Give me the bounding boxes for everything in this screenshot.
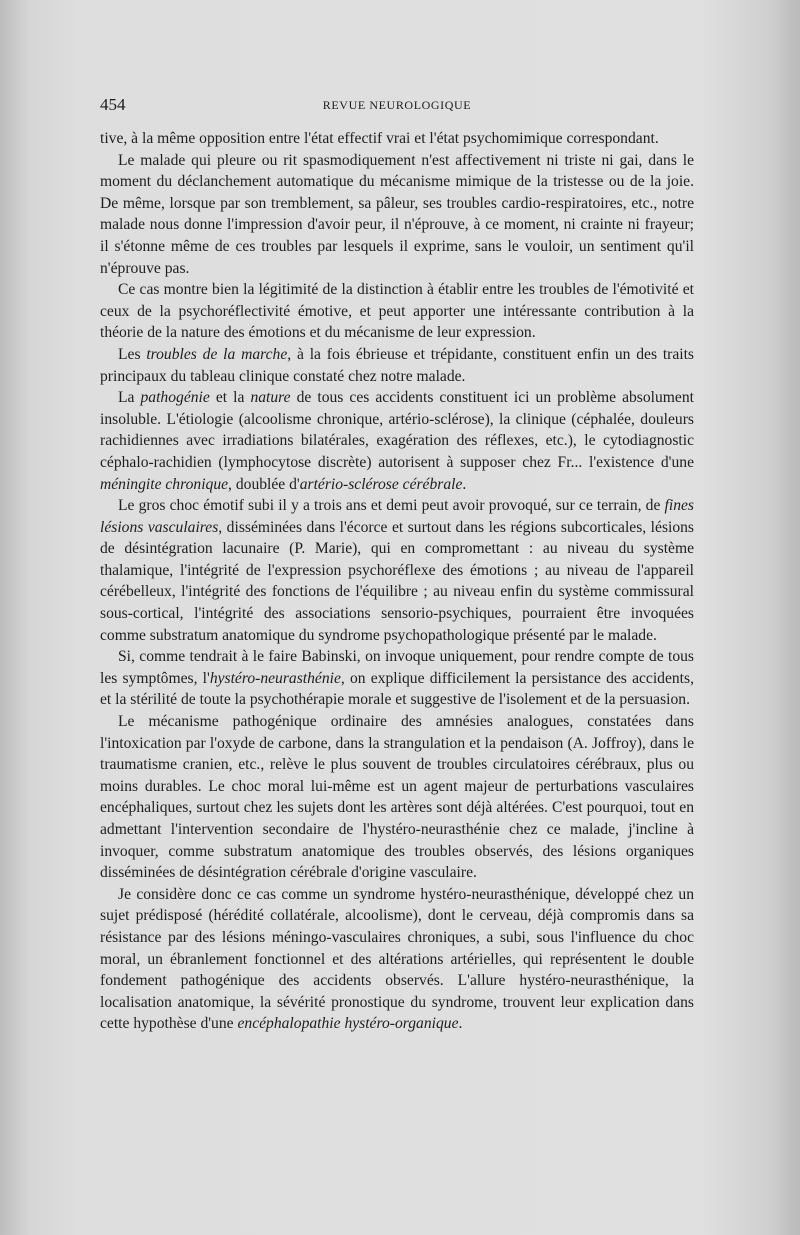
text-run: . [462,475,467,493]
text-run: , on explique difficilement la persistance des accidents, et la stérilité de toute la psychothérapie morale et suggestive de l'isolement et de la persuasion. [100,669,694,709]
text-run: Le gros choc émotif subi il y a trois ans et demi peut avoir provoqué, sur ce terrain, de [118,497,665,515]
text-run: tive, à la même opposition entre l'état effectif vrai et l'état psychomimique correspondant. [100,130,659,147]
paragraph [100,646,694,711]
text-run: . [458,1015,463,1033]
running-title: REVUE NEUROLOGIQUE [322,98,472,112]
italic-term: encéphalopathie hystéro-organique [237,1015,459,1033]
paragraph [100,884,694,1035]
paragraph [100,128,694,150]
italic-term: fines lésions vasculaires [100,497,694,536]
italic-term: nature [250,389,291,407]
italic-term: artério-sclérose cérébrale [299,475,463,493]
page-number: 454 [100,95,126,114]
text-run: , disséminées dans l'écorce et surtout dans les régions subcorticales, lésions de désintégration lacunaire (P. Marie), qui en compromettant : au niveau du système thalamique, l'intégrité de l'expression psychoréflexe des émotions ; au niveau de l'appareil cérébelleux, l'intégrité des fonctions de l'équilibre ; au niveau enfin du système commissural sous-cortical, l'intégrité des associations sensorio-psychiques, pourraient être invoquées comme substratum anatomique du syndrome psychopathologique présenté par le malade. [100,518,695,644]
text-run: et la [209,389,251,407]
text-run: , doublée d' [228,475,300,493]
paragraph [100,344,694,387]
text-run: Le malade qui pleure ou rit spasmodiquement n'est affectivement ni triste ni gai, dans le moment du déclanchement automatique du mécanisme mimique de la tristesse ou de la joie. De même, lorsque par son tremblement, sa pâleur, ses troubles cardio-respiratoires, etc., notre malade nous donne l'impression d'avoir peur, il n'éprouve, à ce moment, ni crainte ni frayeur; il s'étonne même de ces troubles par lesquels il exprime, sans le vouloir, un sentiment qu'il n'éprouve pas. [100,151,694,277]
paragraph [100,495,694,646]
paragraph [100,387,694,495]
paragraph [100,279,694,344]
italic-term: hystéro-neurasthénie [209,669,341,687]
page-header [100,95,694,121]
italic-term: méningite chronique [100,475,229,493]
paragraph [100,150,694,280]
italic-term: troubles de la marche [146,345,288,363]
text-run: Si, comme tendrait à le faire Babinski, on invoque uniquement, pour rendre compte de tous les symptômes, l' [100,648,694,687]
body-text [100,128,694,1035]
text-run: Je considère donc ce cas comme un syndrome hystéro-neurasthénique, développé chez un sujet prédisposé (hérédité collatérale, alcoolisme), dont le cerveau, déjà compromis dans sa résistance par des lésions méningo-vasculaires chroniques, a subi, sous l'influence du choc moral, un ébranlement fonctionnel et des altérations artérielles, qui représentent le double fondement pathogénique des accidents observés. L'allure hystéro-neurasthénique, la localisation anatomique, la sévérité pronostique du syndrome, trouvent leur explication dans cette hypothèse d'une [100,885,694,1033]
italic-term: pathogénie [140,389,210,407]
text-run: , à la fois ébrieuse et trépidante, constituent enfin un des traits principaux du tableau clinique constaté chez notre malade. [100,345,694,385]
paragraph [100,711,694,884]
text-run: Ce cas montre bien la légitimité de la distinction à établir entre les troubles de l'émotivité et ceux de la psychoréflectivité émotive, et peut apporter une intéressante contribution à la théorie de la nature des émotions et du mécanisme de leur expression. [100,281,694,342]
text-run: Le mécanisme pathogénique ordinaire des amnésies analogues, constatées dans l'intoxication par l'oxyde de carbone, dans la strangulation et la pendaison (A. Joffroy), dans le traumatisme cranien, etc., relève le plus souvent de troubles circulatoires cérébraux, plus ou moins durables. Le choc moral lui-même est un agent majeur de perturbations vasculaires encéphaliques, surtout chez les sujets dont les artères sont déjà altérées. C'est pourquoi, tout en admettant l'intervention secondaire de l'hystéro-neurasthénie chez ce malade, j'incline à invoquer, comme substratum anatomique des troubles observés, des lésions organiques disséminées de désintégration cérébrale d'origine vasculaire. [100,713,694,882]
text-run: La [118,389,141,407]
text-run: Les [118,345,147,363]
text-run: de tous ces accidents constituent ici un problème absolument insoluble. L'étiologie (alcoolisme chronique, artério-sclérose), la clinique (céphalée, douleurs rachidiennes avec irradiations bilatérales, exagération des réflexes, etc.), le cytodiagnostic céphalo-rachidien (lymphocytose discrète) autorisent à supposer chez Fr... l'existence d'une [100,389,694,471]
